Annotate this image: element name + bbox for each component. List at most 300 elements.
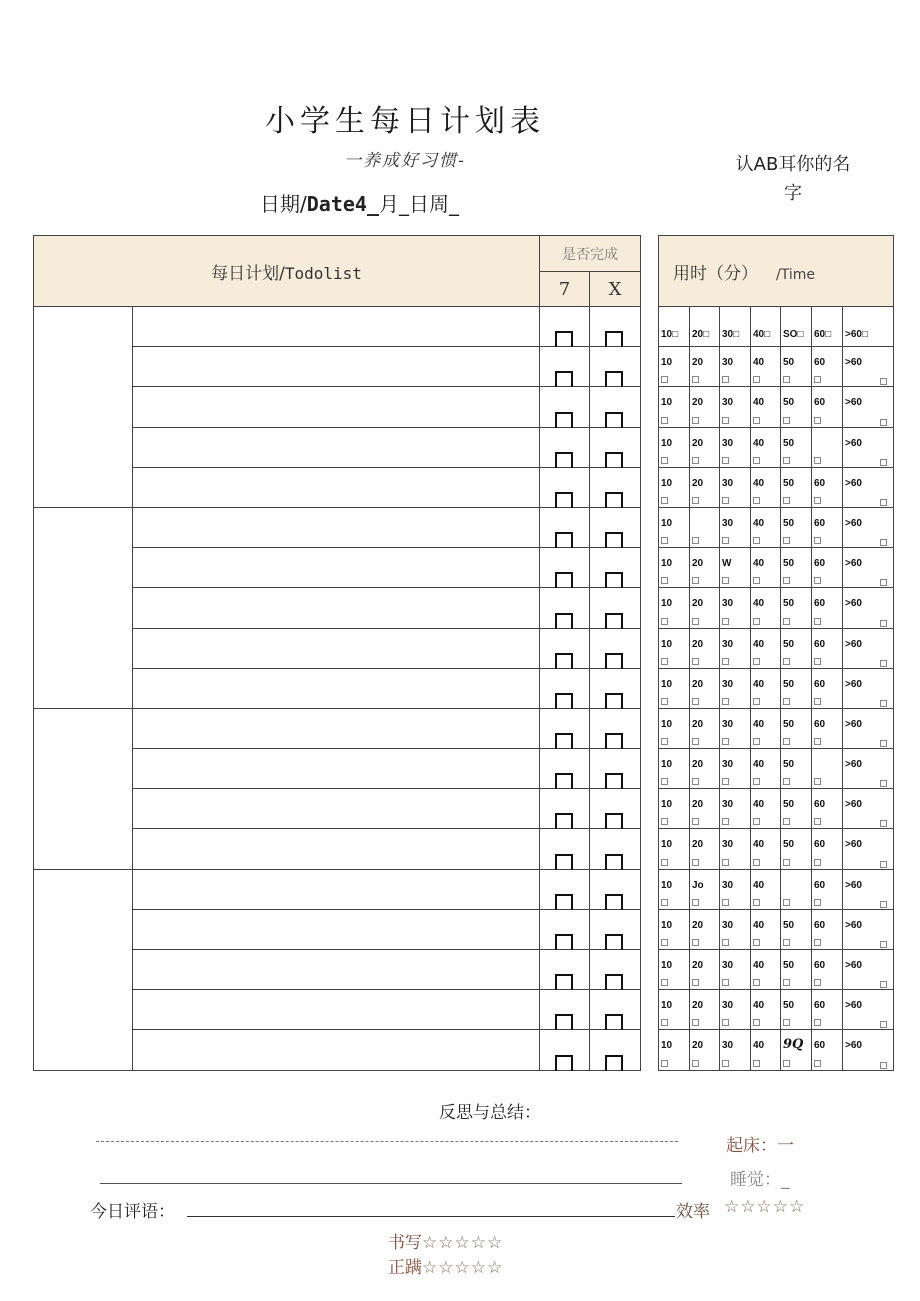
done-no-checkbox[interactable] [605,813,623,829]
time-option-checkbox[interactable] [814,939,821,946]
time-option-checkbox[interactable] [661,939,668,946]
done-no-checkbox[interactable] [605,894,623,910]
time-option-checkbox[interactable] [692,1019,699,1026]
time-option-checkbox[interactable] [722,899,729,906]
time-option-checkbox[interactable] [814,1060,821,1067]
time-option[interactable] [659,347,690,387]
period-cell[interactable] [34,869,133,1070]
time-option-checkbox[interactable] [722,376,729,383]
time-option[interactable] [659,789,690,829]
time-option-checkbox[interactable] [722,537,729,544]
time-option-checkbox[interactable] [880,861,887,868]
time-option-checkbox[interactable] [783,1019,790,1026]
time-option[interactable] [720,507,751,547]
done-no-checkbox[interactable] [605,693,623,709]
task-cell[interactable] [133,909,540,949]
time-option-checkbox[interactable] [661,698,668,705]
time-option-checkbox[interactable] [661,1060,668,1067]
time-option[interactable] [659,307,690,347]
time-option[interactable] [659,628,690,668]
time-option-checkbox[interactable] [880,941,887,948]
done-yes-checkbox[interactable] [555,1055,573,1071]
time-option-checkbox[interactable] [814,979,821,986]
time-option[interactable] [843,347,894,387]
time-option-checkbox[interactable] [661,1019,668,1026]
done-no-checkbox[interactable] [605,532,623,548]
time-option[interactable] [690,950,720,990]
time-option-checkbox[interactable] [880,378,887,385]
writing-star-rating[interactable]: ☆☆☆☆☆ [422,1233,504,1253]
time-option[interactable] [812,708,843,748]
time-option-checkbox[interactable] [722,457,729,464]
time-option[interactable] [781,467,812,507]
task-cell[interactable] [133,307,540,347]
time-option-checkbox[interactable] [880,820,887,827]
time-option[interactable] [659,1030,690,1070]
done-no-checkbox[interactable] [605,733,623,749]
time-option[interactable] [690,668,720,708]
time-option[interactable] [781,387,812,427]
done-yes-checkbox[interactable] [555,653,573,669]
time-option[interactable] [690,708,720,748]
time-option-checkbox[interactable] [661,899,668,906]
time-option-checkbox[interactable] [783,818,790,825]
time-option[interactable] [751,628,781,668]
time-option[interactable] [781,950,812,990]
time-option-checkbox[interactable] [692,698,699,705]
time-option-checkbox[interactable] [753,537,760,544]
time-option[interactable] [720,628,751,668]
time-option-checkbox[interactable] [753,738,760,745]
reflection-line-dashed[interactable] [96,1141,678,1142]
time-option-checkbox[interactable] [753,658,760,665]
reflection-line[interactable] [100,1183,682,1184]
done-no-checkbox[interactable] [605,572,623,588]
time-option-checkbox[interactable] [783,537,790,544]
time-option[interactable] [720,387,751,427]
time-option[interactable] [843,628,894,668]
task-cell[interactable] [133,467,540,507]
time-option-checkbox[interactable] [753,457,760,464]
task-cell[interactable] [133,990,540,1030]
time-option[interactable] [690,869,720,909]
done-yes-checkbox[interactable] [555,371,573,387]
time-option[interactable] [720,990,751,1030]
time-option[interactable] [751,507,781,547]
time-option-checkbox[interactable] [753,859,760,866]
time-option-checkbox[interactable] [692,1060,699,1067]
time-option-checkbox[interactable] [722,658,729,665]
time-option-checkbox[interactable] [783,497,790,504]
time-option-checkbox[interactable] [880,901,887,908]
time-option[interactable] [843,427,894,467]
done-yes-checkbox[interactable] [555,733,573,749]
task-cell[interactable] [133,829,540,869]
task-cell[interactable] [133,427,540,467]
time-option[interactable] [843,990,894,1030]
done-yes-checkbox[interactable] [555,331,573,347]
time-option[interactable] [720,1030,751,1070]
period-cell[interactable] [34,307,133,508]
done-yes-checkbox[interactable] [555,613,573,629]
time-option-checkbox[interactable] [661,818,668,825]
time-option-checkbox[interactable] [814,497,821,504]
time-option-checkbox[interactable] [692,778,699,785]
time-option[interactable] [659,990,690,1030]
done-yes-checkbox[interactable] [555,934,573,950]
time-option-checkbox[interactable] [880,419,887,426]
time-option-checkbox[interactable] [783,618,790,625]
time-option-checkbox[interactable] [880,700,887,707]
time-option-checkbox[interactable] [753,1060,760,1067]
time-option-checkbox[interactable] [661,618,668,625]
time-option[interactable] [659,548,690,588]
done-no-checkbox[interactable] [605,974,623,990]
time-option[interactable] [843,829,894,869]
time-option-checkbox[interactable] [783,859,790,866]
time-option[interactable] [690,749,720,789]
time-option[interactable] [843,789,894,829]
time-option[interactable] [781,869,812,909]
time-option-checkbox[interactable] [880,459,887,466]
time-option-checkbox[interactable] [753,818,760,825]
time-option[interactable] [843,588,894,628]
time-option[interactable] [720,668,751,708]
done-yes-checkbox[interactable] [555,813,573,829]
time-option-checkbox[interactable] [783,417,790,424]
done-no-checkbox[interactable] [605,412,623,428]
time-option[interactable] [720,467,751,507]
time-option-checkbox[interactable] [814,376,821,383]
time-option-checkbox[interactable] [783,698,790,705]
time-option-checkbox[interactable] [753,1019,760,1026]
task-cell[interactable] [133,628,540,668]
time-option[interactable] [812,307,843,347]
task-cell[interactable] [133,387,540,427]
time-option-checkbox[interactable] [783,778,790,785]
time-option[interactable] [843,909,894,949]
time-option[interactable] [812,427,843,467]
time-option[interactable] [781,829,812,869]
done-no-checkbox[interactable] [605,613,623,629]
time-option[interactable] [659,950,690,990]
time-option[interactable] [751,708,781,748]
time-option-checkbox[interactable] [692,899,699,906]
time-option[interactable] [843,507,894,547]
time-option-checkbox[interactable] [722,698,729,705]
time-option[interactable] [690,307,720,347]
time-option[interactable] [843,387,894,427]
done-no-checkbox[interactable] [605,854,623,870]
time-option[interactable] [781,668,812,708]
time-option-checkbox[interactable] [814,577,821,584]
time-option-checkbox[interactable] [814,658,821,665]
time-option[interactable] [690,628,720,668]
time-option[interactable] [659,749,690,789]
comment-line[interactable] [187,1216,675,1217]
time-option-checkbox[interactable] [722,738,729,745]
time-option[interactable] [720,307,751,347]
time-option[interactable] [781,789,812,829]
time-option-checkbox[interactable] [880,499,887,506]
time-option-checkbox[interactable] [692,537,699,544]
time-option-checkbox[interactable] [661,859,668,866]
time-option[interactable] [781,628,812,668]
time-option[interactable] [751,467,781,507]
time-option[interactable] [690,347,720,387]
time-option[interactable] [659,387,690,427]
time-option[interactable] [659,588,690,628]
time-option-checkbox[interactable] [814,778,821,785]
time-option-checkbox[interactable] [692,376,699,383]
time-option-checkbox[interactable] [692,859,699,866]
time-option-checkbox[interactable] [814,818,821,825]
time-option[interactable] [781,347,812,387]
time-option[interactable] [751,588,781,628]
time-option[interactable] [781,749,812,789]
time-option[interactable] [843,668,894,708]
time-option[interactable] [720,427,751,467]
done-yes-checkbox[interactable] [555,974,573,990]
done-no-checkbox[interactable] [605,1014,623,1030]
time-option[interactable] [751,950,781,990]
time-option-checkbox[interactable] [880,1062,887,1069]
time-option-checkbox[interactable] [722,778,729,785]
done-yes-checkbox[interactable] [555,1014,573,1030]
task-cell[interactable] [133,347,540,387]
time-option[interactable] [812,548,843,588]
time-option-checkbox[interactable] [722,618,729,625]
efficiency-star-rating[interactable]: ☆☆☆☆☆ [724,1197,806,1217]
done-no-checkbox[interactable] [605,371,623,387]
time-option-checkbox[interactable] [692,939,699,946]
time-option[interactable] [781,427,812,467]
time-option[interactable] [751,387,781,427]
done-yes-checkbox[interactable] [555,854,573,870]
done-yes-checkbox[interactable] [555,492,573,508]
time-option[interactable] [720,950,751,990]
time-option[interactable] [781,909,812,949]
task-cell[interactable] [133,507,540,547]
done-no-checkbox[interactable] [605,653,623,669]
time-option[interactable] [843,749,894,789]
time-option[interactable] [843,708,894,748]
time-option-checkbox[interactable] [661,537,668,544]
time-option-checkbox[interactable] [783,939,790,946]
time-option[interactable] [751,668,781,708]
time-option[interactable] [812,990,843,1030]
time-option-checkbox[interactable] [722,577,729,584]
time-option[interactable] [843,1030,894,1070]
time-option-checkbox[interactable] [692,658,699,665]
time-option-checkbox[interactable] [880,579,887,586]
time-option-checkbox[interactable] [722,1060,729,1067]
task-cell[interactable] [133,588,540,628]
time-option-checkbox[interactable] [692,738,699,745]
time-option[interactable] [659,427,690,467]
task-cell[interactable] [133,708,540,748]
time-option-checkbox[interactable] [692,417,699,424]
time-option[interactable] [720,829,751,869]
done-yes-checkbox[interactable] [555,693,573,709]
time-option-checkbox[interactable] [814,457,821,464]
time-option-checkbox[interactable] [814,537,821,544]
time-option[interactable] [751,829,781,869]
time-option[interactable] [751,347,781,387]
time-option-checkbox[interactable] [722,417,729,424]
time-option-checkbox[interactable] [880,780,887,787]
time-option-checkbox[interactable] [661,497,668,504]
task-cell[interactable] [133,869,540,909]
time-option[interactable] [720,749,751,789]
time-option[interactable] [659,909,690,949]
done-yes-checkbox[interactable] [555,452,573,468]
time-option[interactable] [812,749,843,789]
time-option[interactable] [781,588,812,628]
time-option-checkbox[interactable] [753,577,760,584]
done-yes-checkbox[interactable] [555,532,573,548]
time-option[interactable] [690,387,720,427]
time-option[interactable] [812,789,843,829]
task-cell[interactable] [133,789,540,829]
time-option[interactable] [690,789,720,829]
time-option[interactable] [812,588,843,628]
task-cell[interactable] [133,749,540,789]
time-option[interactable] [751,548,781,588]
time-option-checkbox[interactable] [783,979,790,986]
time-option-checkbox[interactable] [753,979,760,986]
time-option-checkbox[interactable] [814,417,821,424]
time-option[interactable] [843,869,894,909]
time-option[interactable] [812,347,843,387]
time-option-checkbox[interactable] [661,417,668,424]
time-option-checkbox[interactable] [753,497,760,504]
time-option-checkbox[interactable] [783,376,790,383]
done-yes-checkbox[interactable] [555,894,573,910]
time-option[interactable] [659,507,690,547]
done-no-checkbox[interactable] [605,773,623,789]
time-option[interactable] [812,668,843,708]
time-option-checkbox[interactable] [783,899,790,906]
time-option-checkbox[interactable] [880,740,887,747]
time-option[interactable] [812,829,843,869]
time-option[interactable] [812,869,843,909]
time-option[interactable] [812,507,843,547]
time-option[interactable] [659,668,690,708]
time-option[interactable] [812,950,843,990]
time-option-checkbox[interactable] [880,660,887,667]
time-option-checkbox[interactable] [722,979,729,986]
time-option[interactable] [720,909,751,949]
time-option[interactable] [751,1030,781,1070]
time-option[interactable] [812,387,843,427]
time-option[interactable] [751,789,781,829]
time-option[interactable] [659,467,690,507]
done-no-checkbox[interactable] [605,452,623,468]
time-option-checkbox[interactable] [753,899,760,906]
time-option[interactable] [690,990,720,1030]
task-cell[interactable] [133,1030,540,1070]
time-option[interactable] [781,708,812,748]
time-option[interactable] [720,869,751,909]
time-option-checkbox[interactable] [722,497,729,504]
time-option[interactable] [751,307,781,347]
time-option[interactable] [751,909,781,949]
time-option-checkbox[interactable] [722,939,729,946]
time-option-checkbox[interactable] [880,981,887,988]
time-option-checkbox[interactable] [880,539,887,546]
time-option-checkbox[interactable] [814,698,821,705]
time-option[interactable] [751,869,781,909]
time-option-checkbox[interactable] [753,698,760,705]
time-option[interactable] [781,990,812,1030]
done-no-checkbox[interactable] [605,492,623,508]
time-option[interactable] [781,1030,812,1070]
time-option-checkbox[interactable] [753,939,760,946]
time-option[interactable] [720,347,751,387]
time-option-checkbox[interactable] [692,979,699,986]
time-option-checkbox[interactable] [692,497,699,504]
time-option[interactable] [690,1030,720,1070]
time-option-checkbox[interactable] [753,778,760,785]
time-option[interactable] [843,950,894,990]
time-option-checkbox[interactable] [814,1019,821,1026]
posture-star-rating[interactable]: ☆☆☆☆☆ [422,1258,504,1278]
time-option-checkbox[interactable] [814,618,821,625]
time-option-checkbox[interactable] [661,376,668,383]
time-option[interactable] [720,588,751,628]
done-yes-checkbox[interactable] [555,572,573,588]
time-option[interactable] [690,467,720,507]
time-option-checkbox[interactable] [661,778,668,785]
time-option[interactable] [843,548,894,588]
time-option-checkbox[interactable] [661,658,668,665]
time-option[interactable] [812,1030,843,1070]
done-no-checkbox[interactable] [605,331,623,347]
time-option[interactable] [690,909,720,949]
time-option-checkbox[interactable] [783,457,790,464]
time-option-checkbox[interactable] [783,738,790,745]
time-option[interactable] [659,708,690,748]
time-option-checkbox[interactable] [880,1021,887,1028]
time-option-checkbox[interactable] [814,899,821,906]
time-option-checkbox[interactable] [692,577,699,584]
task-cell[interactable] [133,950,540,990]
time-option-checkbox[interactable] [880,620,887,627]
time-option-checkbox[interactable] [692,818,699,825]
time-option[interactable] [843,467,894,507]
done-yes-checkbox[interactable] [555,773,573,789]
time-option[interactable] [690,427,720,467]
time-option[interactable] [751,990,781,1030]
time-option-checkbox[interactable] [661,457,668,464]
time-option-checkbox[interactable] [692,618,699,625]
time-option[interactable] [720,708,751,748]
time-option-checkbox[interactable] [753,376,760,383]
task-cell[interactable] [133,668,540,708]
time-option[interactable] [751,749,781,789]
done-no-checkbox[interactable] [605,934,623,950]
time-option[interactable] [690,588,720,628]
time-option[interactable] [720,548,751,588]
time-option-checkbox[interactable] [692,457,699,464]
done-no-checkbox[interactable] [605,1055,623,1071]
task-cell[interactable] [133,548,540,588]
time-option[interactable] [781,307,812,347]
time-option-checkbox[interactable] [783,658,790,665]
time-option[interactable] [690,507,720,547]
time-option[interactable] [781,507,812,547]
